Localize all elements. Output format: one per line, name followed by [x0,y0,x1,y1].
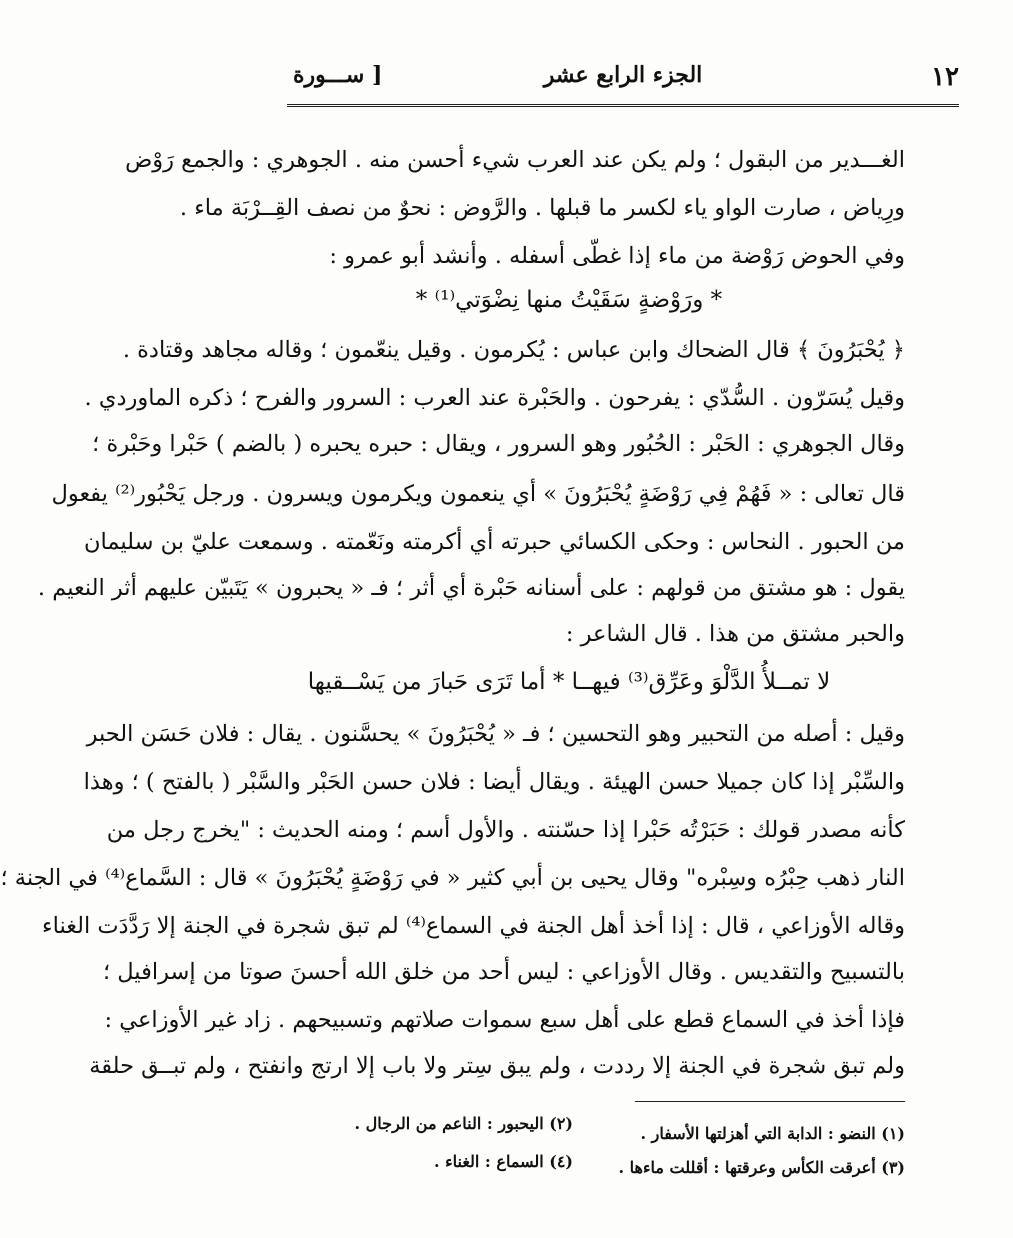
text-line: ورِياض ، صارت الواو ياء لكسر ما قبلها . والرَّوض : نحوٌ من نصف القِــرْبَة ماء . [179,195,905,221]
part-title: الجزء الرابع عشر [543,62,703,88]
text-line: وقيل يُسَرّون . السُّدّي : يفرحون . والحَبْرة عند العرب : السرور والفرح ؛ ذكره الماوردي . [84,385,905,411]
text-line: وقاله الأوزاعي ، قال : إذا أخذ أهل الجنة في السماع⁽⁴⁾ لم تبق شجرة في الجنة إلا رَدَّدَت الغناء [42,913,905,939]
footnote-marker: (٣) [881,1158,905,1177]
footnote-text: اليحبور : الناعم من الرجال . [354,1114,544,1133]
footnote-text: أعرقت الكأس وعرقتها : أقللت ماءها . [618,1158,876,1177]
footnote-marker: (٤) [549,1152,573,1171]
footnote-2 [355,1112,573,1136]
text-line: الغـــدير من البقول ؛ ولم يكن عند العرب شيء أحسن منه . الجوهري : والجمع رَوْض [125,147,905,173]
text-line: ﴿ يُحْبَرُونَ ﴾ قال الضحاك وابن عباس : يُكرمون . وقيل ينعّمون ؛ وقاله مجاهد وقتادة . [122,337,905,363]
text-line: كأنه مصدر قولك : حَبَرْتُه حَبْرا إذا حسّنته . والأول أسم ؛ ومنه الحديث : "يخرج رجل من [106,817,905,843]
footnote-rule [635,1101,905,1102]
text-line: والسِّبْر إذا كان جميلا حسن الهيئة . ويقال أيضا : فلان حسن الحَبْر والسَّبْر ( بالفتح ) ؛ وهذا [83,769,905,795]
text-line: وفي الحوض رَوْضة من ماء إذا غطّى أسفله . وأنشد أبو عمرو : [329,243,905,269]
text-line: والحبر مشتق من هذا . قال الشاعر : [565,621,905,647]
footnote-3 [619,1156,905,1180]
surah-title: [ ســـورة [293,62,383,88]
text-line: يقول : هو مشتق من قولهم : على أسنانه حَبْرة أي أثر ؛ فـ « يحبرون » يَتَبيّن عليهم أثر النعيم . [37,575,905,601]
text-line: وقال الجوهري : الحَبْر : الحُبُور وهو السرور ، ويقال : حبره يحبره ( بالضم ) حَبْرا وحَبْرة ؛ [92,431,905,457]
verse-line: لا تمــلأُ الدَّلْوَ وعَرِّق⁽³⁾ فيهــا * أما تَرَى حَبارَ من يَسْــقيها [307,669,831,695]
page-number: ١٢ [931,62,959,92]
text-line: ولم تبق شجرة في الجنة إلا رددت ، ولم يبق سِتر ولا باب إلا ارتج وانفتح ، ولم تبــق حلقة [89,1053,905,1079]
footnote-text: السماع : الغناء . [433,1152,544,1171]
text-line: بالتسبيح والتقديس . وقال الأوزاعي : ليس أحد من خلق الله أحسنَ صوتا من إسرافيل ؛ [102,959,905,985]
text-line: فإذا أخذ في السماع قطع على أهل سبع سموات صلاتهم وتسبيحهم . زاد غير الأوزاعي : [104,1007,905,1033]
text-line: من الحبور . النحاس : وحكى الكسائي حبرته أي أكرمته ونَعّمته . وسمعت عليّ بن سليمان [83,529,905,555]
footnote-4 [434,1150,573,1174]
footnote-1 [640,1122,905,1146]
footnote-text: النضو : الدابة التي أهزلتها الأسفار . [640,1124,876,1143]
footnote-marker: (٢) [549,1114,573,1133]
text-line: النار ذهب حِبْرُه وسِبْره" وقال يحيى بن أبي كثير « في رَوْضَةٍ يُحْبَرُونَ » قال : السَّماع⁽⁴⁾ في الجنة ؛ [0,865,905,891]
text-line: وقيل : أصله من التحبير وهو التحسين ؛ فـ « يُحْبَرُونَ » يحسَّنون . يقال : فلان حَسَن الحبر [86,721,905,747]
running-header [287,60,959,100]
footnote-marker: (١) [881,1124,905,1143]
verse-line: * ورَوْضةٍ سَقَيْتُ منها نِضْوَتي⁽¹⁾ * [415,287,723,313]
text-line: قال تعالى : « فَهُمْ فِي رَوْضَةٍ يُحْبَرُونَ » أي ينعمون ويكرمون ويسرون . ورجل يَحْبُور⁽²⁾ يفعول [51,481,905,507]
header-rule [287,104,959,107]
